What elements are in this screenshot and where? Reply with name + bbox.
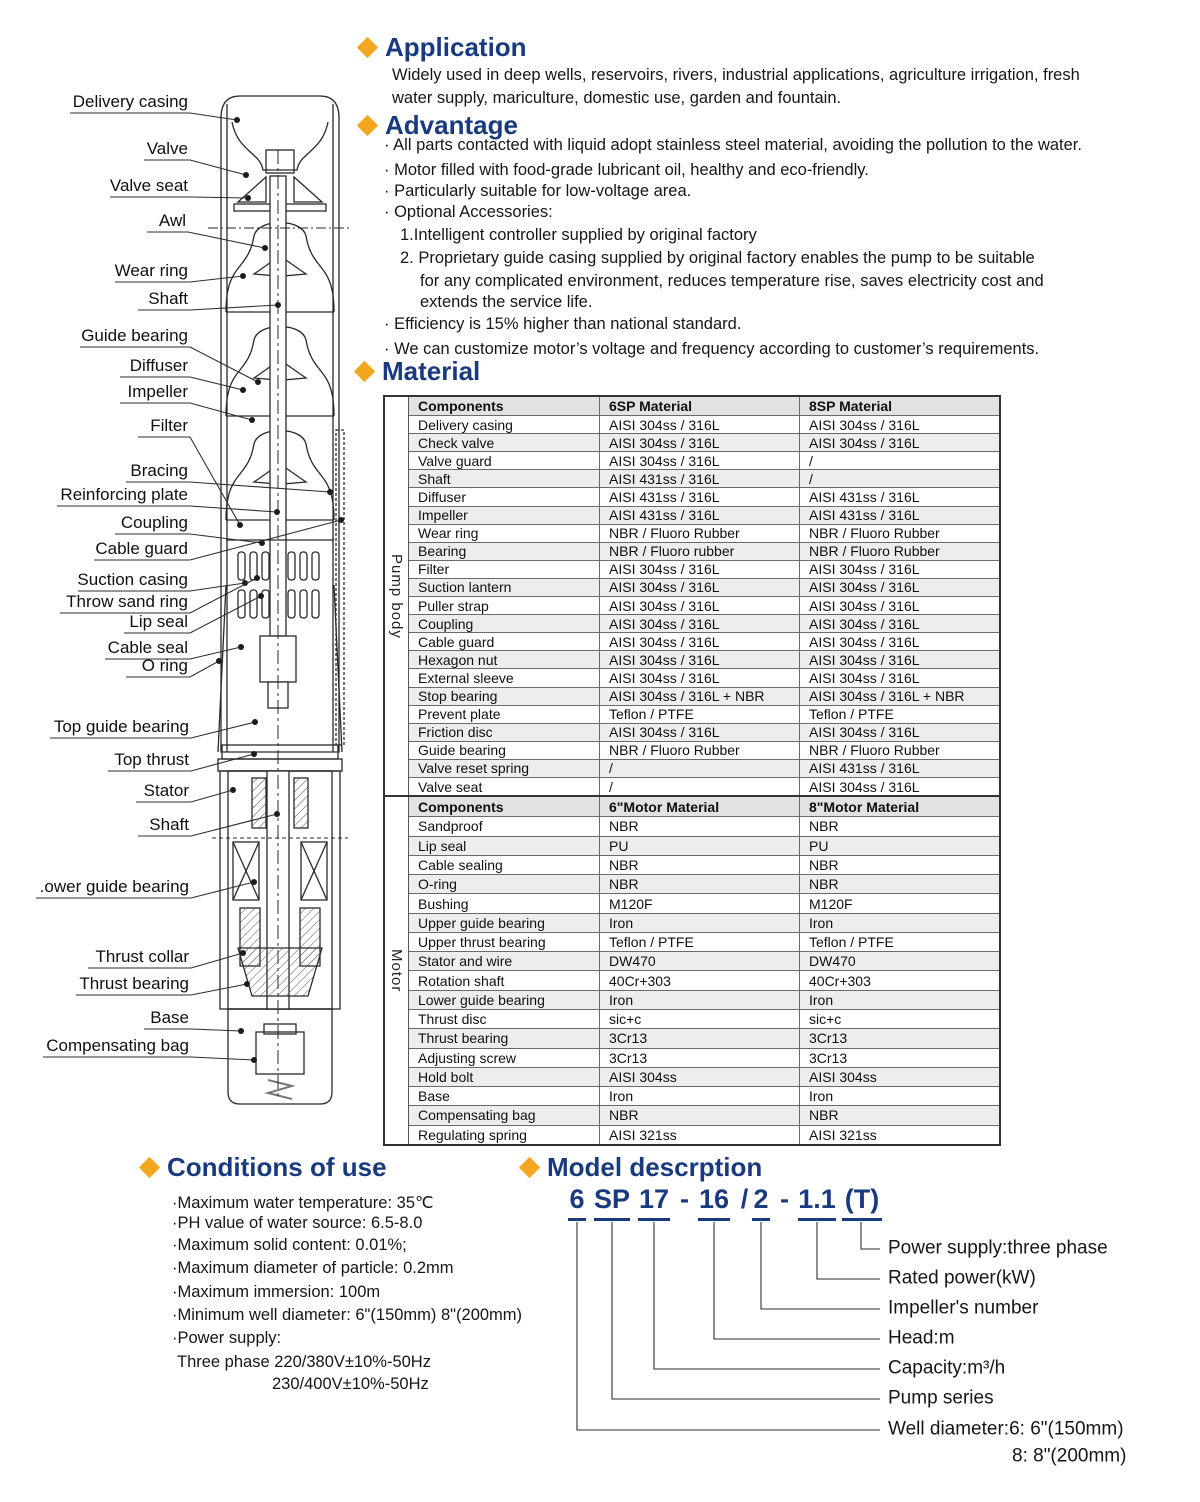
material-cell: Iron	[599, 991, 799, 1009]
material-cell: PU	[799, 837, 999, 855]
material-header-cell: Components	[418, 798, 504, 815]
material-cell: NBR / Fluoro Rubber	[599, 525, 799, 542]
diagram-label: Suction casing	[77, 569, 188, 589]
conditions-line: 230/400V±10%-50Hz	[272, 1375, 429, 1393]
material-cell: External sleeve	[418, 669, 514, 686]
material-cell: AISI 304ss / 316L	[799, 651, 999, 668]
material-cell: Adjusting screw	[418, 1049, 517, 1066]
diagram-label: Cable guard	[95, 538, 188, 558]
material-cell: AISI 304ss / 316L	[599, 579, 799, 596]
diagram-label: Filter	[150, 415, 188, 435]
material-cell: PU	[599, 837, 799, 855]
model-heading	[522, 1152, 762, 1183]
material-rows	[409, 397, 999, 795]
material-heading	[357, 356, 480, 387]
material-group-cell	[385, 797, 409, 1144]
model-token: /	[740, 1184, 749, 1214]
material-row	[409, 506, 999, 524]
material-row	[409, 433, 999, 451]
model-token: (T)	[842, 1185, 882, 1221]
material-row	[409, 855, 999, 874]
diagram-label: Shaft	[148, 288, 188, 308]
diagram-label: Valve seat	[109, 175, 188, 195]
model-legend-label: Well diameter:6: 6"(150mm)	[888, 1418, 1124, 1440]
advantage-line: extends the service life.	[420, 293, 593, 311]
material-cell: Coupling	[418, 615, 474, 632]
material-section	[385, 397, 999, 795]
application-heading	[360, 32, 527, 63]
model-title: Model descrption	[547, 1152, 763, 1182]
material-row	[409, 451, 999, 469]
material-cell: Lower guide bearing	[418, 991, 545, 1008]
material-cell: Iron	[799, 914, 999, 932]
diamond-icon	[519, 1157, 540, 1178]
material-cell: 3Cr13	[799, 1049, 999, 1067]
advantage-line: · Particularly suitable for low-voltage area.	[384, 182, 692, 200]
material-cell: AISI 431ss / 316L	[599, 470, 799, 487]
material-cell: NBR	[799, 856, 999, 874]
material-cell: AISI 304ss / 316L	[799, 579, 999, 596]
material-row	[409, 816, 999, 835]
diagram-label: Base	[150, 1007, 189, 1027]
material-row	[409, 650, 999, 668]
material-cell: Valve reset spring	[418, 760, 530, 777]
conditions-line: ·Power supply:	[172, 1329, 282, 1347]
material-cell: Rotation shaft	[418, 972, 505, 989]
material-row	[409, 614, 999, 632]
material-cell: Iron	[599, 914, 799, 932]
material-header-cell: Components	[418, 398, 504, 415]
material-cell: Iron	[799, 991, 999, 1009]
model-token: 16	[698, 1185, 730, 1221]
material-row	[409, 687, 999, 705]
material-cell: DW470	[799, 952, 999, 970]
model-legend-label: Head:m	[888, 1327, 955, 1349]
material-cell: AISI 304ss / 316L	[599, 724, 799, 741]
material-cell: Compensating bag	[418, 1107, 536, 1124]
diagram-label: Reinforcing plate	[60, 484, 188, 504]
material-cell: Impeller	[418, 507, 468, 524]
material-cell: /	[599, 760, 799, 777]
material-row	[409, 542, 999, 560]
diagram-label: Delivery casing	[72, 91, 188, 111]
material-row	[409, 836, 999, 855]
diagram-label: Lip seal	[129, 611, 188, 631]
material-cell: AISI 304ss / 316L	[599, 651, 799, 668]
model-token: 17	[638, 1185, 670, 1221]
material-title: Material	[382, 356, 481, 386]
material-cell: Bushing	[418, 895, 469, 912]
material-cell: sic+c	[599, 1010, 799, 1028]
material-cell: Regulating spring	[418, 1126, 527, 1143]
diagram-label: Top guide bearing	[53, 716, 189, 736]
material-cell: Guide bearing	[418, 742, 506, 759]
material-cell: Bearing	[418, 543, 467, 560]
diagram-label: Thrust bearing	[79, 973, 189, 993]
material-cell: Wear ring	[418, 525, 479, 542]
material-cell: Filter	[418, 561, 450, 578]
material-row	[409, 596, 999, 614]
model-token: -	[680, 1184, 689, 1214]
diagram-label: Thrust collar	[95, 946, 189, 966]
material-row	[409, 1009, 999, 1028]
material-cell: AISI 431ss / 316L	[599, 507, 799, 524]
material-cell: Thrust disc	[418, 1011, 487, 1028]
material-cell: AISI 304ss / 316L	[599, 615, 799, 632]
material-cell: sic+c	[799, 1010, 999, 1028]
material-row	[409, 990, 999, 1009]
conditions-line: ·Maximum diameter of particle: 0.2mm	[172, 1259, 454, 1277]
material-cell: NBR / Fluoro Rubber	[799, 742, 999, 759]
material-cell: Teflon / PTFE	[799, 933, 999, 951]
advantage-line: · All parts contacted with liquid adopt stainless steel material, avoiding the pollution to the water.	[384, 136, 1082, 154]
material-row	[409, 759, 999, 777]
material-row	[409, 1067, 999, 1086]
diagram-label: Stator	[143, 780, 189, 800]
material-cell: Delivery casing	[418, 416, 513, 433]
material-cell: AISI 431ss / 316L	[799, 488, 999, 505]
material-row	[409, 913, 999, 932]
material-row	[409, 1048, 999, 1067]
material-header-cell: 8SP Material	[799, 397, 999, 415]
material-cell: NBR / Fluoro Rubber	[799, 525, 999, 542]
model-legend-label: Pump series	[888, 1387, 994, 1409]
material-cell: Check valve	[418, 434, 495, 451]
material-header-cell: 8"Motor Material	[799, 797, 999, 816]
advantage-line: for any complicated environment, reduces temperature rise, saves electricity cost and	[420, 272, 1044, 290]
material-cell: 40Cr+303	[599, 971, 799, 989]
model-token: SP	[594, 1185, 630, 1221]
model-legend-label-extra: 8: 8"(200mm)	[1012, 1445, 1127, 1467]
material-cell: NBR	[799, 875, 999, 893]
material-cell: AISI 304ss / 316L + NBR	[599, 688, 799, 705]
material-header-cell: 6"Motor Material	[599, 797, 799, 816]
material-cell: Sandproof	[418, 818, 483, 835]
conditions-line: ·Maximum immersion: 100m	[172, 1283, 381, 1301]
material-header-row	[409, 797, 999, 816]
material-cell: NBR	[599, 1106, 799, 1124]
material-cell: AISI 304ss / 316L	[599, 633, 799, 650]
diagram-label: .ower guide bearing	[39, 876, 189, 896]
material-cell: NBR / Fluoro Rubber	[799, 543, 999, 560]
diagram-label: Impeller	[127, 381, 188, 401]
material-cell: Stator and wire	[418, 953, 513, 970]
material-cell: Friction disc	[418, 724, 493, 741]
advantage-line: · Optional Accessories:	[384, 203, 553, 221]
diamond-icon	[139, 1157, 160, 1178]
advantage-line: · Efficiency is 15% higher than national standard.	[384, 315, 742, 333]
material-cell: AISI 304ss / 316L	[599, 416, 799, 433]
model-connector-lines	[577, 1222, 880, 1430]
pump-outline	[208, 96, 350, 1104]
material-cell: Suction lantern	[418, 579, 512, 596]
diamond-icon	[354, 361, 375, 382]
material-row	[409, 932, 999, 951]
material-cell: Iron	[799, 1087, 999, 1105]
material-cell: O-ring	[418, 876, 457, 893]
material-row	[409, 1086, 999, 1105]
material-cell: AISI 431ss / 316L	[599, 488, 799, 505]
model-token: -	[780, 1184, 789, 1214]
material-row	[409, 777, 999, 795]
material-cell: AISI 304ss	[799, 1068, 999, 1086]
conditions-title: Conditions of use	[167, 1152, 387, 1182]
material-cell: /	[799, 452, 999, 469]
material-cell: /	[799, 470, 999, 487]
material-row	[409, 578, 999, 596]
model-legend-label: Rated power(kW)	[888, 1267, 1036, 1289]
diagram-label: Diffuser	[129, 355, 188, 375]
material-row	[409, 1028, 999, 1047]
material-cell: AISI 431ss / 316L	[799, 507, 999, 524]
advantage-line: · We can customize motor’s voltage and frequency according to customer’s requirements.	[384, 340, 1040, 358]
material-cell: AISI 304ss / 316L	[599, 452, 799, 469]
advantage-line: 2. Proprietary guide casing supplied by original factory enables the pump to be suitable	[400, 249, 1035, 267]
application-body-line: water supply, mariculture, domestic use, garden and fountain.	[392, 89, 842, 107]
model-legend-label: Power supply:three phase	[888, 1237, 1108, 1259]
diagram-label: Cable seal	[107, 637, 188, 657]
conditions-line: ·Maximum water temperature: 35℃	[172, 1194, 434, 1212]
application-title: Application	[385, 32, 527, 62]
material-cell: Shaft	[418, 470, 451, 487]
material-cell: NBR / Fluoro Rubber	[599, 742, 799, 759]
material-cell: AISI 304ss / 316L	[599, 561, 799, 578]
diagram-label: Valve	[146, 138, 188, 158]
material-row	[409, 970, 999, 989]
model-token: 6	[568, 1185, 586, 1221]
material-cell: DW470	[599, 952, 799, 970]
material-cell: AISI 304ss / 316L	[799, 597, 999, 614]
material-row	[409, 632, 999, 650]
material-group-label: Motor	[388, 948, 405, 993]
material-cell: NBR / Fluoro rubber	[599, 543, 799, 560]
material-cell: Upper guide bearing	[418, 914, 545, 931]
material-cell: M120F	[599, 894, 799, 912]
diamond-icon	[357, 115, 378, 136]
conditions-line: ·Maximum solid content: 0.01%;	[172, 1236, 407, 1254]
material-cell: AISI 304ss / 316L	[799, 561, 999, 578]
material-cell: Prevent plate	[418, 706, 501, 723]
material-cell: Hold bolt	[418, 1068, 474, 1085]
material-cell: Teflon / PTFE	[599, 706, 799, 723]
material-cell: Cable guard	[418, 633, 495, 650]
advantage-title: Advantage	[385, 110, 518, 140]
material-cell: Hexagon nut	[418, 651, 498, 668]
material-cell: Base	[418, 1088, 450, 1105]
material-row	[409, 415, 999, 433]
material-row	[409, 560, 999, 578]
material-cell: Diffuser	[418, 489, 466, 506]
model-legend-label: Impeller's number	[888, 1297, 1039, 1319]
material-cell: AISI 304ss / 316L	[799, 434, 999, 451]
material-cell: AISI 304ss / 316L	[599, 597, 799, 614]
material-cell: AISI 304ss	[599, 1068, 799, 1086]
material-row	[409, 951, 999, 970]
material-cell: NBR	[799, 1106, 999, 1124]
material-row	[409, 487, 999, 505]
material-cell: AISI 304ss / 316L	[799, 615, 999, 632]
material-row	[409, 524, 999, 542]
diagram-label: Compensating bag	[46, 1035, 189, 1055]
material-cell: Teflon / PTFE	[599, 933, 799, 951]
material-cell: NBR	[799, 817, 999, 835]
model-legend-label: Capacity:m³/h	[888, 1357, 1006, 1379]
material-cell: Cable sealing	[418, 856, 503, 873]
material-row	[409, 705, 999, 723]
material-cell: Valve guard	[418, 452, 492, 469]
material-cell: 3Cr13	[599, 1029, 799, 1047]
material-cell: 3Cr13	[599, 1049, 799, 1067]
conditions-heading	[142, 1152, 387, 1183]
diagram-label: Coupling	[120, 512, 188, 532]
material-row	[409, 1105, 999, 1124]
material-cell: Thrust bearing	[418, 1030, 509, 1047]
material-group-cell	[385, 397, 409, 795]
material-group-label: Pump body	[388, 553, 405, 639]
material-cell: Lip seal	[418, 837, 467, 854]
material-cell: AISI 304ss / 316L	[799, 633, 999, 650]
diagram-label: Awl	[158, 210, 186, 230]
material-row	[409, 668, 999, 686]
material-header-cell: 6SP Material	[599, 397, 799, 415]
material-cell: /	[599, 778, 799, 795]
material-cell: NBR	[599, 875, 799, 893]
material-section	[385, 795, 999, 1144]
material-cell: M120F	[799, 894, 999, 912]
material-cell: AISI 304ss / 316L	[799, 778, 999, 795]
material-cell: AISI 304ss / 316L	[599, 434, 799, 451]
material-cell: Iron	[599, 1087, 799, 1105]
diagram-label: Bracing	[130, 460, 188, 480]
advantage-line: · Motor filled with food-grade lubricant oil, healthy and eco-friendly.	[384, 161, 869, 179]
model-token: 2	[752, 1185, 770, 1221]
material-cell: 40Cr+303	[799, 971, 999, 989]
material-cell: AISI 304ss / 316L	[799, 416, 999, 433]
diagram-label: Wear ring	[114, 260, 188, 280]
material-rows	[409, 797, 999, 1144]
conditions-line: ·Minimum well diameter: 6"(150mm) 8"(200mm)	[172, 1306, 523, 1324]
application-body-line: Widely used in deep wells, reservoirs, rivers, industrial applications, agriculture irrigation, fresh	[392, 66, 1080, 84]
material-cell: AISI 304ss / 316L	[799, 669, 999, 686]
model-token: 1.1	[798, 1185, 836, 1221]
material-cell: Upper thrust bearing	[418, 934, 546, 951]
material-row	[409, 723, 999, 741]
material-cell: Teflon / PTFE	[799, 706, 999, 723]
advantage-line: 1.Intelligent controller supplied by original factory	[400, 226, 757, 244]
material-cell: Puller strap	[418, 597, 489, 614]
material-cell: NBR	[599, 817, 799, 835]
material-cell: AISI 304ss / 316L	[599, 669, 799, 686]
material-row	[409, 1125, 999, 1144]
material-cell: AISI 321ss	[799, 1126, 999, 1144]
material-cell: AISI 321ss	[599, 1126, 799, 1144]
diagram-label: O ring	[141, 655, 188, 675]
material-table	[383, 395, 1001, 1146]
material-cell: AISI 431ss / 316L	[799, 760, 999, 777]
material-cell: 3Cr13	[799, 1029, 999, 1047]
material-row	[409, 741, 999, 759]
material-header-row	[409, 397, 999, 415]
material-cell: AISI 304ss / 316L + NBR	[799, 688, 999, 705]
diagram-label: Top thrust	[114, 749, 189, 769]
material-row	[409, 469, 999, 487]
material-cell: Stop bearing	[418, 688, 498, 705]
conditions-line: Three phase 220/380V±10%-50Hz	[177, 1353, 431, 1371]
diagram-label: Throw sand ring	[66, 591, 188, 611]
diagram-label: Shaft	[149, 814, 189, 834]
diagram-label: Guide bearing	[81, 325, 188, 345]
conditions-line: ·PH value of water source: 6.5-8.0	[172, 1214, 423, 1232]
material-row	[409, 874, 999, 893]
material-row	[409, 893, 999, 912]
material-cell: AISI 304ss / 316L	[799, 724, 999, 741]
material-cell: Valve seat	[418, 778, 483, 795]
material-cell: NBR	[599, 856, 799, 874]
diamond-icon	[357, 37, 378, 58]
